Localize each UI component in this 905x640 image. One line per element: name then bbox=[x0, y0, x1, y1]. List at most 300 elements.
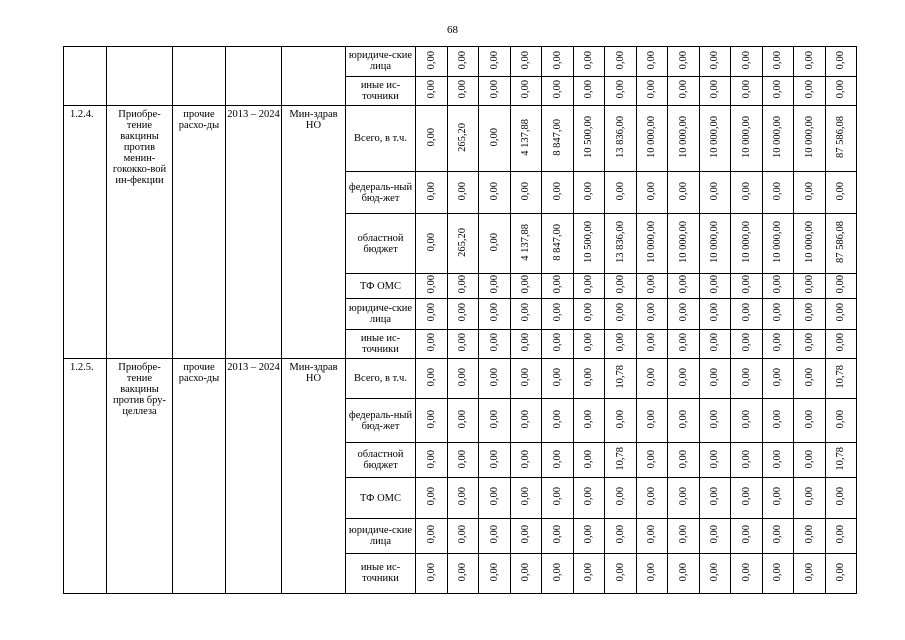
value-text: 0,00 bbox=[677, 303, 689, 322]
value-text: 0,00 bbox=[551, 449, 563, 469]
value-cell bbox=[762, 47, 794, 77]
value-text: 0,00 bbox=[709, 80, 721, 99]
value-cell bbox=[731, 553, 763, 593]
value-text: 0,00 bbox=[583, 303, 595, 322]
value-text: 0,00 bbox=[488, 367, 500, 386]
value-text: 0,00 bbox=[583, 50, 595, 70]
value-text: 0,00 bbox=[677, 409, 689, 429]
value-cell bbox=[542, 47, 574, 77]
value-text: 0,00 bbox=[583, 275, 595, 294]
value-cell bbox=[762, 214, 794, 273]
value-cell bbox=[605, 299, 637, 330]
value-text: 0,00 bbox=[835, 333, 847, 352]
value-text: 0,00 bbox=[425, 524, 437, 544]
value-text: 0,00 bbox=[740, 50, 752, 70]
value-cell bbox=[636, 214, 668, 273]
value-cell bbox=[825, 172, 857, 214]
value-cell bbox=[762, 329, 794, 358]
value-cell bbox=[447, 106, 479, 172]
value-text: 0,00 bbox=[551, 524, 563, 544]
value-cell bbox=[479, 299, 511, 330]
value-text: 0,00 bbox=[646, 367, 658, 386]
value-cell bbox=[636, 518, 668, 553]
value-text: 10,78 bbox=[835, 364, 847, 389]
value-text: 0,00 bbox=[425, 487, 437, 506]
value-text: 0,00 bbox=[646, 333, 658, 352]
value-cell bbox=[636, 76, 668, 106]
value-cell bbox=[542, 518, 574, 553]
value-text: 0,00 bbox=[740, 80, 752, 99]
value-cell bbox=[825, 443, 857, 478]
value-cell bbox=[699, 47, 731, 77]
value-cell bbox=[479, 398, 511, 443]
value-text: 0,00 bbox=[740, 303, 752, 322]
value-text: 0,00 bbox=[835, 50, 847, 70]
value-cell bbox=[542, 172, 574, 214]
value-text: 0,00 bbox=[457, 50, 469, 70]
value-text: 0,00 bbox=[583, 409, 595, 429]
value-text: 0,00 bbox=[740, 524, 752, 544]
expense-type bbox=[173, 47, 226, 106]
value-cell bbox=[731, 106, 763, 172]
value-cell bbox=[794, 47, 826, 77]
value-cell bbox=[731, 478, 763, 518]
funding-source: областной бюджет bbox=[346, 443, 416, 478]
value-text: 0,00 bbox=[425, 182, 437, 201]
value-cell bbox=[794, 106, 826, 172]
funding-source: областной бюджет bbox=[346, 214, 416, 273]
value-cell bbox=[668, 273, 700, 298]
value-cell bbox=[573, 172, 605, 214]
value-text: 0,00 bbox=[488, 409, 500, 429]
value-cell bbox=[699, 398, 731, 443]
value-cell bbox=[479, 518, 511, 553]
value-text: 0,00 bbox=[803, 524, 815, 544]
value-text: 10 000,00 bbox=[646, 116, 658, 159]
value-cell bbox=[794, 214, 826, 273]
value-text: 0,00 bbox=[709, 562, 721, 581]
value-text: 0,00 bbox=[646, 487, 658, 506]
value-text: 0,00 bbox=[677, 562, 689, 581]
funding-source: федераль-ный бюд-жет bbox=[346, 398, 416, 443]
value-text: 0,00 bbox=[740, 275, 752, 294]
value-cell bbox=[573, 443, 605, 478]
value-text: 0,00 bbox=[425, 409, 437, 429]
value-text: 0,00 bbox=[772, 367, 784, 386]
value-cell bbox=[573, 76, 605, 106]
value-cell bbox=[479, 478, 511, 518]
value-text: 10 000,00 bbox=[772, 221, 784, 264]
value-text: 0,00 bbox=[803, 182, 815, 201]
value-text: 0,00 bbox=[583, 524, 595, 544]
value-cell bbox=[794, 553, 826, 593]
funding-source: ТФ ОМС bbox=[346, 478, 416, 518]
value-text: 0,00 bbox=[425, 80, 437, 99]
value-text: 265,20 bbox=[457, 122, 469, 152]
value-text: 0,00 bbox=[520, 562, 532, 581]
value-cell bbox=[605, 76, 637, 106]
value-cell bbox=[447, 518, 479, 553]
value-text: 0,00 bbox=[457, 409, 469, 429]
value-cell bbox=[542, 273, 574, 298]
value-text: 0,00 bbox=[646, 50, 658, 70]
value-text: 0,00 bbox=[488, 50, 500, 70]
value-text: 0,00 bbox=[677, 50, 689, 70]
value-cell bbox=[636, 329, 668, 358]
value-cell bbox=[479, 273, 511, 298]
value-cell bbox=[510, 398, 542, 443]
value-text: 10 000,00 bbox=[677, 221, 689, 264]
value-text: 0,00 bbox=[551, 409, 563, 429]
funding-source: Всего, в т.ч. bbox=[346, 358, 416, 398]
value-text: 0,00 bbox=[488, 487, 500, 506]
value-cell bbox=[447, 47, 479, 77]
value-text: 0,00 bbox=[488, 562, 500, 581]
value-text: 0,00 bbox=[520, 449, 532, 469]
value-text: 0,00 bbox=[835, 524, 847, 544]
value-cell bbox=[416, 398, 448, 443]
value-text: 0,00 bbox=[772, 80, 784, 99]
value-cell bbox=[731, 398, 763, 443]
value-cell bbox=[605, 553, 637, 593]
funding-source: юридиче-ские лица bbox=[346, 299, 416, 330]
value-cell bbox=[542, 358, 574, 398]
value-text: 0,00 bbox=[709, 409, 721, 429]
value-text: 0,00 bbox=[709, 487, 721, 506]
value-cell bbox=[699, 329, 731, 358]
value-text: 10,78 bbox=[835, 447, 847, 471]
value-cell bbox=[762, 443, 794, 478]
value-cell bbox=[542, 76, 574, 106]
value-cell bbox=[447, 299, 479, 330]
value-text: 0,00 bbox=[709, 449, 721, 469]
value-text: 10 000,00 bbox=[803, 221, 815, 264]
funding-source: иные ис-точники bbox=[346, 553, 416, 593]
value-text: 0,00 bbox=[551, 50, 563, 70]
value-cell bbox=[731, 329, 763, 358]
table-row bbox=[64, 358, 857, 398]
value-cell bbox=[416, 478, 448, 518]
value-cell bbox=[479, 329, 511, 358]
value-text: 0,00 bbox=[488, 524, 500, 544]
value-text: 0,00 bbox=[772, 182, 784, 201]
value-text: 0,00 bbox=[457, 303, 469, 322]
expense-type: прочие расхо-ды bbox=[173, 358, 226, 593]
value-cell bbox=[510, 47, 542, 77]
executor: Мин-здрав НО bbox=[282, 358, 346, 593]
value-cell bbox=[794, 443, 826, 478]
value-text: 0,00 bbox=[709, 367, 721, 386]
value-text: 0,00 bbox=[803, 409, 815, 429]
value-text: 10 500,00 bbox=[583, 221, 595, 264]
value-cell bbox=[542, 478, 574, 518]
value-text: 0,00 bbox=[772, 409, 784, 429]
value-cell bbox=[825, 47, 857, 77]
value-cell bbox=[573, 553, 605, 593]
value-text: 0,00 bbox=[425, 128, 437, 147]
value-cell bbox=[825, 398, 857, 443]
value-cell bbox=[668, 443, 700, 478]
value-text: 0,00 bbox=[803, 487, 815, 506]
value-text: 0,00 bbox=[740, 182, 752, 201]
value-text: 0,00 bbox=[646, 275, 658, 294]
value-text: 0,00 bbox=[614, 562, 626, 581]
value-text: 0,00 bbox=[614, 487, 626, 506]
value-cell bbox=[731, 172, 763, 214]
value-cell bbox=[668, 329, 700, 358]
value-text: 0,00 bbox=[646, 80, 658, 99]
value-cell bbox=[762, 76, 794, 106]
value-text: 0,00 bbox=[677, 487, 689, 506]
value-text: 0,00 bbox=[457, 562, 469, 581]
funding-source: иные ис-точники bbox=[346, 329, 416, 358]
value-cell bbox=[762, 358, 794, 398]
item-code: 1.2.5. bbox=[64, 358, 107, 593]
value-text: 0,00 bbox=[457, 487, 469, 506]
value-text: 10,78 bbox=[614, 364, 626, 389]
value-cell bbox=[699, 172, 731, 214]
value-cell bbox=[542, 299, 574, 330]
value-cell bbox=[731, 518, 763, 553]
value-cell bbox=[416, 214, 448, 273]
value-text: 0,00 bbox=[457, 449, 469, 469]
value-cell bbox=[668, 518, 700, 553]
value-text: 0,00 bbox=[488, 182, 500, 201]
value-text: 0,00 bbox=[677, 182, 689, 201]
value-text: 10 000,00 bbox=[646, 221, 658, 264]
value-cell bbox=[605, 518, 637, 553]
value-cell bbox=[825, 358, 857, 398]
value-cell bbox=[510, 329, 542, 358]
value-cell bbox=[416, 47, 448, 77]
funding-source: юридиче-ские лица bbox=[346, 518, 416, 553]
value-cell bbox=[479, 47, 511, 77]
value-cell bbox=[573, 358, 605, 398]
value-text: 0,00 bbox=[740, 449, 752, 469]
value-cell bbox=[510, 553, 542, 593]
value-text: 0,00 bbox=[551, 182, 563, 201]
item-code: 1.2.4. bbox=[64, 106, 107, 358]
value-cell bbox=[699, 518, 731, 553]
value-text: 0,00 bbox=[835, 562, 847, 581]
value-text: 0,00 bbox=[520, 409, 532, 429]
value-text: 0,00 bbox=[488, 333, 500, 352]
value-text: 0,00 bbox=[425, 333, 437, 352]
value-text: 0,00 bbox=[709, 182, 721, 201]
value-cell bbox=[794, 358, 826, 398]
value-cell bbox=[825, 329, 857, 358]
value-text: 87 586,08 bbox=[835, 116, 847, 159]
value-text: 0,00 bbox=[709, 524, 721, 544]
value-text: 10 000,00 bbox=[677, 116, 689, 159]
funding-source: ТФ ОМС bbox=[346, 273, 416, 298]
value-cell bbox=[416, 358, 448, 398]
value-text: 0,00 bbox=[677, 449, 689, 469]
value-cell bbox=[605, 172, 637, 214]
value-cell bbox=[731, 214, 763, 273]
value-cell bbox=[794, 76, 826, 106]
value-text: 0,00 bbox=[646, 303, 658, 322]
value-text: 0,00 bbox=[614, 409, 626, 429]
value-cell bbox=[668, 106, 700, 172]
value-text: 0,00 bbox=[614, 275, 626, 294]
value-cell bbox=[762, 398, 794, 443]
value-cell bbox=[510, 443, 542, 478]
value-cell bbox=[636, 443, 668, 478]
value-cell bbox=[699, 214, 731, 273]
value-text: 0,00 bbox=[457, 333, 469, 352]
value-text: 0,00 bbox=[583, 487, 595, 506]
value-text: 0,00 bbox=[457, 275, 469, 294]
value-text: 0,00 bbox=[425, 275, 437, 294]
value-text: 0,00 bbox=[425, 303, 437, 322]
value-text: 0,00 bbox=[520, 303, 532, 322]
value-cell bbox=[794, 478, 826, 518]
value-text: 265,20 bbox=[457, 227, 469, 257]
value-cell bbox=[668, 358, 700, 398]
value-text: 0,00 bbox=[583, 333, 595, 352]
value-text: 0,00 bbox=[803, 367, 815, 386]
value-cell bbox=[479, 358, 511, 398]
value-text: 0,00 bbox=[835, 80, 847, 99]
value-cell bbox=[416, 273, 448, 298]
value-text: 0,00 bbox=[551, 303, 563, 322]
value-cell bbox=[605, 358, 637, 398]
value-cell bbox=[794, 172, 826, 214]
value-cell bbox=[605, 106, 637, 172]
value-text: 0,00 bbox=[709, 333, 721, 352]
value-text: 0,00 bbox=[772, 562, 784, 581]
value-cell bbox=[510, 214, 542, 273]
value-cell bbox=[542, 214, 574, 273]
value-cell bbox=[762, 478, 794, 518]
value-cell bbox=[668, 172, 700, 214]
value-text: 0,00 bbox=[646, 182, 658, 201]
value-text: 0,00 bbox=[488, 275, 500, 294]
value-cell bbox=[510, 299, 542, 330]
value-text: 0,00 bbox=[803, 50, 815, 70]
value-text: 0,00 bbox=[740, 367, 752, 386]
value-cell bbox=[762, 299, 794, 330]
funding-source: федераль-ный бюд-жет bbox=[346, 172, 416, 214]
value-cell bbox=[510, 106, 542, 172]
value-text: 0,00 bbox=[520, 524, 532, 544]
value-text: 0,00 bbox=[709, 303, 721, 322]
value-text: 0,00 bbox=[520, 275, 532, 294]
executor bbox=[282, 47, 346, 106]
value-cell bbox=[479, 553, 511, 593]
value-text: 0,00 bbox=[740, 409, 752, 429]
value-cell bbox=[825, 518, 857, 553]
value-cell bbox=[668, 299, 700, 330]
value-cell bbox=[605, 329, 637, 358]
value-cell bbox=[542, 106, 574, 172]
value-cell bbox=[825, 214, 857, 273]
item-code bbox=[64, 47, 107, 106]
value-cell bbox=[447, 214, 479, 273]
period: 2013 – 2024 bbox=[226, 358, 282, 593]
value-text: 0,00 bbox=[457, 367, 469, 386]
value-text: 0,00 bbox=[614, 524, 626, 544]
value-cell bbox=[510, 478, 542, 518]
value-text: 0,00 bbox=[646, 449, 658, 469]
value-cell bbox=[573, 398, 605, 443]
value-text: 0,00 bbox=[835, 182, 847, 201]
value-text: 0,00 bbox=[772, 487, 784, 506]
value-text: 0,00 bbox=[677, 80, 689, 99]
value-text: 0,00 bbox=[646, 409, 658, 429]
value-cell bbox=[447, 478, 479, 518]
value-cell bbox=[699, 273, 731, 298]
value-cell bbox=[542, 443, 574, 478]
value-text: 0,00 bbox=[488, 232, 500, 252]
value-text: 0,00 bbox=[583, 449, 595, 469]
value-text: 10 000,00 bbox=[740, 116, 752, 159]
funding-source: иные ис-точники bbox=[346, 76, 416, 106]
value-cell bbox=[731, 273, 763, 298]
value-text: 13 836,00 bbox=[614, 221, 626, 264]
value-cell bbox=[794, 518, 826, 553]
value-cell bbox=[479, 76, 511, 106]
value-cell bbox=[510, 172, 542, 214]
value-cell bbox=[699, 553, 731, 593]
value-text: 0,00 bbox=[488, 80, 500, 99]
value-cell bbox=[416, 329, 448, 358]
value-text: 10 000,00 bbox=[740, 221, 752, 264]
value-text: 0,00 bbox=[614, 50, 626, 70]
value-cell bbox=[731, 47, 763, 77]
value-text: 0,00 bbox=[772, 50, 784, 70]
value-text: 0,00 bbox=[803, 333, 815, 352]
value-cell bbox=[699, 358, 731, 398]
value-cell bbox=[416, 443, 448, 478]
value-cell bbox=[699, 299, 731, 330]
value-text: 0,00 bbox=[772, 303, 784, 322]
value-cell bbox=[731, 76, 763, 106]
value-text: 13 836,00 bbox=[614, 116, 626, 159]
value-cell bbox=[573, 329, 605, 358]
value-cell bbox=[825, 478, 857, 518]
value-text: 0,00 bbox=[520, 80, 532, 99]
value-cell bbox=[762, 106, 794, 172]
value-cell bbox=[668, 76, 700, 106]
value-cell bbox=[636, 172, 668, 214]
value-cell bbox=[479, 172, 511, 214]
executor: Мин-здрав НО bbox=[282, 106, 346, 358]
value-text: 0,00 bbox=[772, 449, 784, 469]
value-cell bbox=[479, 106, 511, 172]
value-cell bbox=[447, 443, 479, 478]
value-text: 0,00 bbox=[583, 80, 595, 99]
value-cell bbox=[731, 358, 763, 398]
value-text: 0,00 bbox=[488, 449, 500, 469]
value-text: 0,00 bbox=[709, 50, 721, 70]
value-cell bbox=[605, 478, 637, 518]
value-text: 10 000,00 bbox=[709, 221, 721, 264]
value-text: 0,00 bbox=[772, 524, 784, 544]
value-cell bbox=[447, 172, 479, 214]
value-text: 0,00 bbox=[677, 333, 689, 352]
value-text: 0,00 bbox=[646, 562, 658, 581]
value-text: 0,00 bbox=[520, 182, 532, 201]
item-name: Приобре-тение вакцины против бру-целлеза bbox=[107, 358, 173, 593]
value-cell bbox=[605, 214, 637, 273]
value-text: 0,00 bbox=[614, 80, 626, 99]
value-cell bbox=[762, 172, 794, 214]
value-text: 0,00 bbox=[425, 50, 437, 70]
value-cell bbox=[762, 518, 794, 553]
value-cell bbox=[416, 76, 448, 106]
